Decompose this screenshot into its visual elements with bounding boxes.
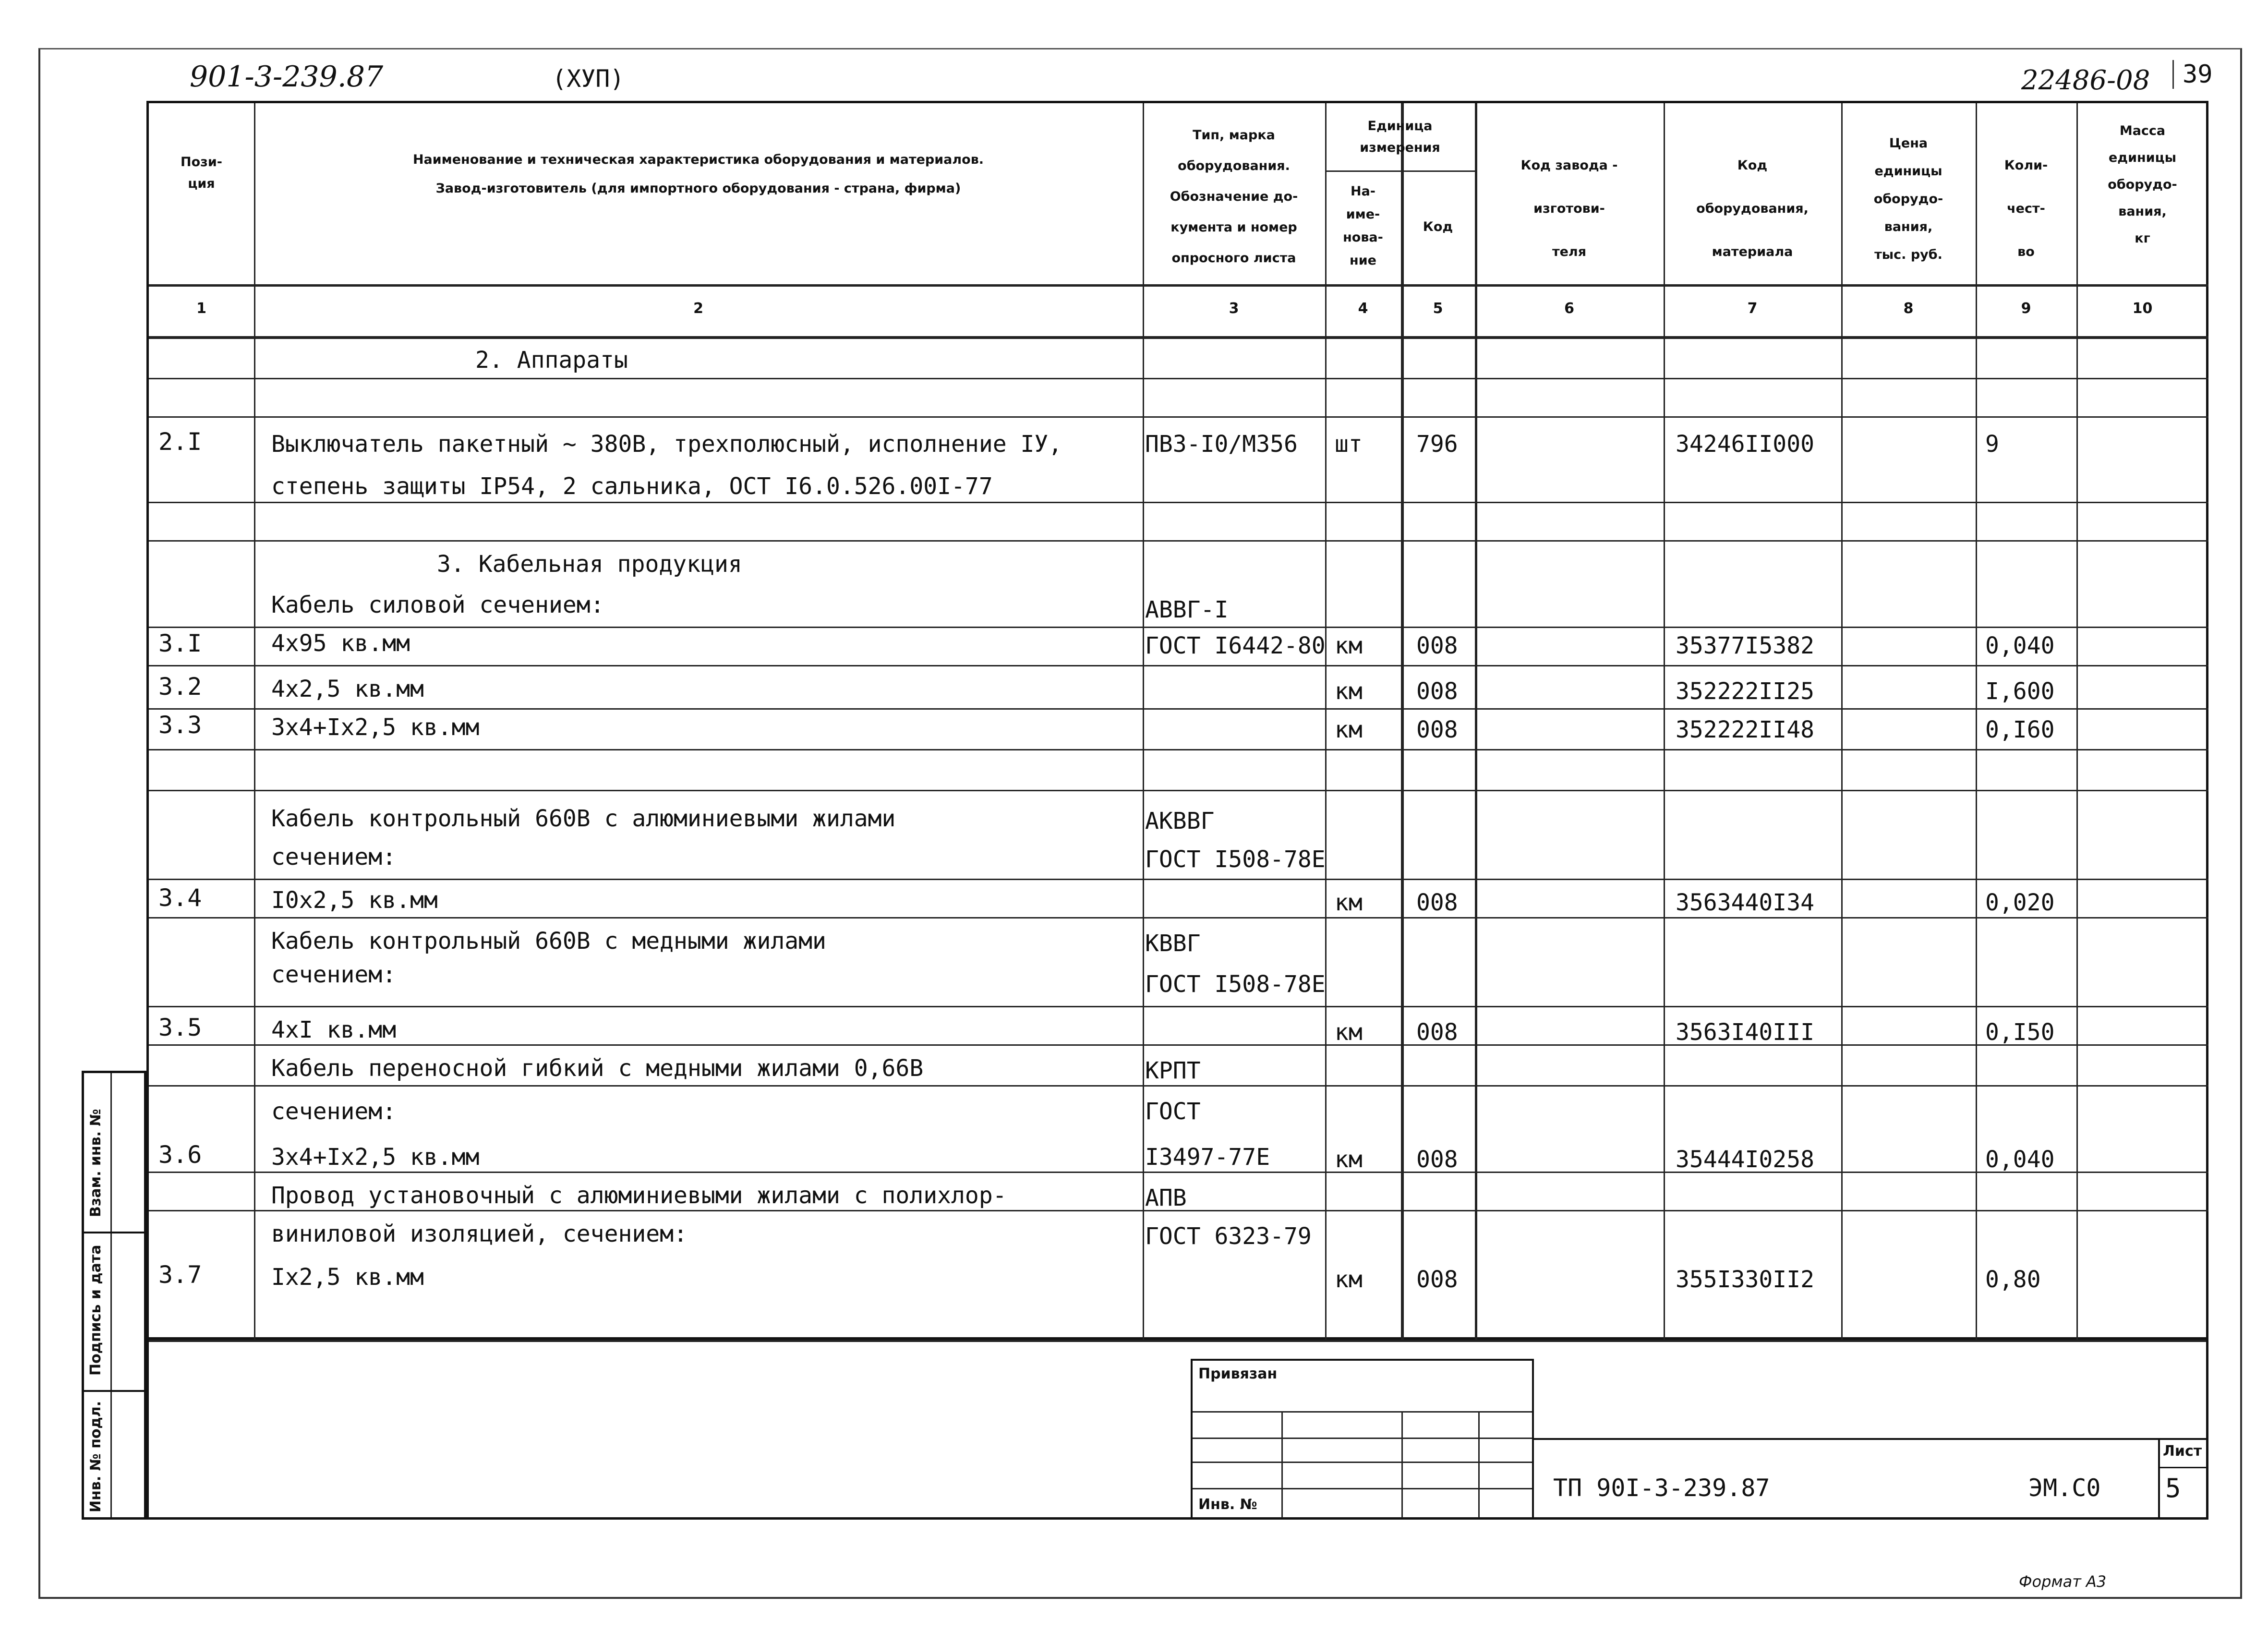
side-label-inv-podl: Инв. № подл. (87, 1401, 104, 1512)
row-position: 3.3 (158, 711, 202, 739)
row-material-code: 3563440I34 (1676, 889, 1814, 916)
row-type: АКВВГ (1145, 808, 1215, 834)
row-unit: км (1335, 678, 1363, 705)
sheet-tag: (XУП) (552, 65, 625, 93)
row-name: Провод установочный с алюминиевыми жилами с полихлор- (271, 1182, 1007, 1209)
doc-number-handwritten: 901-3-239.87 (190, 60, 384, 94)
row-position: 3.6 (158, 1141, 202, 1169)
row-name: сечением: (271, 844, 397, 870)
header-material-code: Код оборудования, материала (1696, 158, 1809, 259)
row-unit: км (1335, 1019, 1363, 1046)
row-position: 3.I (158, 629, 202, 657)
header-unit-group: Единица измерения (1360, 119, 1440, 155)
row-position: 3.4 (158, 884, 202, 912)
row-position: 3.2 (158, 673, 202, 701)
inventory-handwritten: 22486-08 (2021, 65, 2150, 96)
row-material-code: 355I330II2 (1676, 1266, 1814, 1293)
row-unit-code: 008 (1416, 678, 1458, 705)
binding-stamp (1191, 1359, 1534, 1520)
row-type: ГОСТ I508-78Е (1145, 971, 1326, 998)
row-unit: км (1335, 632, 1363, 659)
row-type: АПВ (1145, 1185, 1187, 1211)
row-name: Выключатель пакетный ~ 380В, трехполюсный, исполнение IУ, (271, 431, 1062, 458)
row-name: сечением: (271, 961, 397, 988)
row-position: 3.7 (158, 1261, 202, 1289)
section-title: 3. Кабельная продукция (437, 551, 742, 578)
row-unit-code: 008 (1416, 889, 1458, 916)
format-label: Формат А3 (2019, 1572, 2107, 1591)
row-name: 3х4+Iх2,5 кв.мм (271, 714, 480, 741)
header-factory-code: Код завода - изготови- теля (1520, 158, 1618, 259)
row-name: Кабель контрольный 660В с медными жилами (271, 928, 826, 955)
row-name: 4х95 кв.мм (271, 630, 410, 657)
row-quantity: 0,80 (1985, 1266, 2041, 1293)
row-unit-code: 796 (1416, 431, 1458, 458)
sheet-label: Лист (2163, 1443, 2202, 1460)
row-quantity: 9 (1985, 431, 1999, 458)
row-unit-code: 008 (1416, 716, 1458, 743)
row-type: ГОСТ (1145, 1098, 1201, 1125)
binding-label: Привязан (1198, 1366, 1278, 1382)
row-unit-code: 008 (1416, 632, 1458, 659)
row-unit: шт (1335, 431, 1363, 458)
sheet-number: 5 (2165, 1473, 2181, 1503)
header-price: Цена единицы оборудо- вания, тыс. руб. (1873, 136, 1943, 262)
row-name: I0х2,5 кв.мм (271, 887, 438, 914)
header-position: Пози- ция (181, 155, 222, 191)
row-material-code: 35377I5382 (1676, 632, 1814, 659)
row-position: 3.5 (158, 1014, 202, 1041)
row-quantity: 0,I50 (1985, 1019, 2055, 1046)
header-name: Наименование и техническая характеристика оборудования и материалов. Завод-изготовитель (для импортного оборудования - страна, фирма) (412, 152, 984, 196)
row-type: ГОСТ 6323-79 (1145, 1223, 1312, 1250)
row-quantity: I,600 (1985, 678, 2055, 705)
row-material-code: 35444I0258 (1676, 1146, 1814, 1173)
row-type: ГОСТ I6442-80 (1145, 632, 1326, 659)
row-unit: км (1335, 1266, 1363, 1293)
row-quantity: 0,020 (1985, 889, 2055, 916)
row-unit-code: 008 (1416, 1146, 1458, 1173)
row-unit: км (1335, 1146, 1363, 1173)
section-title: 2. Аппараты (475, 347, 628, 374)
title-block-frame (146, 1337, 2208, 1520)
document-code: ТП 90I-3-239.87 (1553, 1474, 1770, 1502)
row-name: Кабель силовой сечением: (271, 592, 604, 618)
row-name: 4х2,5 кв.мм (271, 676, 424, 702)
row-name: Iх2,5 кв.мм (271, 1264, 424, 1291)
inventory-label: Инв. № (1198, 1496, 1257, 1513)
header-quantity: Коли- чест- во (2004, 158, 2048, 259)
row-type: КРПТ (1145, 1057, 1201, 1084)
row-material-code: 352222II48 (1676, 716, 1814, 743)
row-material-code: 34246II000 (1676, 431, 1814, 458)
row-type: ПВЗ-I0/М356 (1145, 431, 1298, 458)
row-unit: км (1335, 716, 1363, 743)
row-unit-code: 008 (1416, 1266, 1458, 1293)
header-type: Тип, марка оборудования. Обозначение до- кумента и номер опросного листа (1170, 128, 1298, 266)
row-quantity: 0,040 (1985, 1146, 2055, 1173)
header-unit-code: Код (1423, 219, 1453, 234)
row-position: 2.I (158, 428, 202, 456)
row-material-code: 3563I40III (1676, 1019, 1814, 1046)
row-quantity: 0,040 (1985, 632, 2055, 659)
row-name: Кабель контрольный 660В с алюминиевыми жилами (271, 805, 896, 832)
row-quantity: 0,I60 (1985, 716, 2055, 743)
row-unit: км (1335, 889, 1363, 916)
side-label-podpis: Подпись и дата (87, 1245, 104, 1376)
row-type: I3497-77Е (1145, 1144, 1270, 1171)
row-name: 4хI кв.мм (271, 1016, 397, 1043)
side-label-vzam: Взам. инв. № (87, 1109, 104, 1217)
page-number: 39 (2172, 60, 2213, 89)
row-name: виниловой изоляцией, сечением: (271, 1221, 688, 1247)
row-name: сечением: (271, 1098, 397, 1125)
spec-table: Пози- ция Наименование и техническая характеристика оборудования и материалов. Завод-изготовитель (для импортного оборудования - страна, фирма) Тип, марка оборудования. Обозначение до- кумента и номер опросного листа Единица измерения На- име- нова- ние Код Код завода - изготови- теля Код оборудования, материала Цена единицы оборудо- вания, тыс. руб. Коли- чест- во Масса единицы оборудо- вания, кг 1 2 3 4 5 6 7 8 9 10 2. Аппараты 2.I Выключатель пакетный ~ 380В, трехполюсный, исполнение IУ, ПВЗ-I0/М356 шт 796 34246II000 9 степень защиты IP54, 2 сальника, ОСТ I6.0.526.00I-77 3. Кабельная продукция Кабель силовой сечением: АВВГ-I 3.I 4х95 кв.мм ГОСТ I6442-80 км 008 35377I5382 0,040 3.2 4х2,5 кв.мм км 008 352222II25 I,600 3.3 3х4+Iх2,5 кв.мм км 008 352222II48 0,I60 Кабель контрольный 660В с алюминиевыми жилами АКВВГ сечением: ГОСТ I508-78Е 3.4 I0х2,5 кв.мм км 008 3563440I34 0,020 Кабель контрольный 660В с медными жилами КВВГ сечением: ГОСТ I508-78Е 3.5 4хI кв.мм км 008 3563I40III 0,I50 Кабель переносной гибкий с медными жилами 0,66В КРПТ сечением: ГОСТ 3.6 3х4+Iх2,5 кв.мм I3497-77Е км 008 35444I0258 0,040 Провод установочный с алюминиевыми жилами с полихлор- АПВ виниловой изоляцией, сечением: ГОСТ 6323-79 3.7 Iх2,5 кв.мм км 008 355I330II2 0,80 (146, 101, 2208, 1340)
section-code: ЭМ.С0 (2028, 1474, 2101, 1502)
row-name: 3х4+Iх2,5 кв.мм (271, 1144, 480, 1171)
row-name: степень защиты IP54, 2 сальника, ОСТ I6.0.526.00I-77 (271, 473, 993, 500)
header-unit-name: На- име- нова- ние (1343, 184, 1383, 268)
list-label-divider (2158, 1467, 2208, 1468)
list-divider (2158, 1438, 2160, 1520)
header-mass: Масса единицы оборудо- вания, кг (2108, 123, 2177, 246)
row-type: КВВГ (1145, 930, 1201, 957)
row-type: АВВГ-I (1145, 596, 1229, 623)
row-unit-code: 008 (1416, 1019, 1458, 1046)
row-type: ГОСТ I508-78Е (1145, 846, 1326, 873)
row-material-code: 352222II25 (1676, 678, 1814, 705)
row-name: Кабель переносной гибкий с медными жилами 0,66В (271, 1055, 924, 1082)
title-block-divider (1534, 1438, 2208, 1440)
